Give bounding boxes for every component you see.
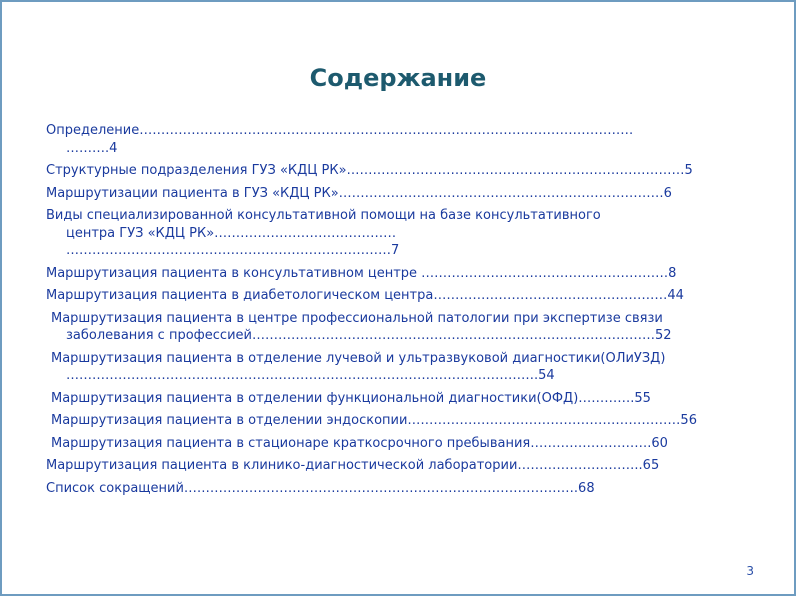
toc-entry-short-stay-hospital [46, 435, 766, 453]
toc-entry-text: Маршрутизация пациента в консультативном центре …………………………………………………8 [46, 265, 677, 281]
toc-entry-text: Маршрутизация пациента в отделение лучевой и ультразвуковой диагностики(ОЛиУЗД) [51, 350, 666, 366]
toc-entry-occupational-pathology [46, 310, 766, 345]
toc-entry-text: Маршрутизация пациента в диабетологическом центра………………………………………………44 [46, 288, 684, 303]
toc-entry-text: Маршрутизация пациента в стационаре краткосрочного пребывания……………………….60 [51, 435, 668, 451]
toc-entry-functional-diagnostics [46, 390, 766, 408]
toc-entry-text: Маршрутизация пациента в отделении функциональной диагностики(ОФД)………….55 [51, 390, 651, 406]
toc-entry-text: Виды специализированной консультативной помощи на базе консультативного [46, 208, 601, 223]
toc-entry-continuation: ……….4 [66, 140, 118, 156]
toc-entry-text: Структурные подразделения ГУЗ «КДЦ РК»……………………………………………………………………5 [46, 163, 693, 178]
toc-entry-text: Определение…………………………………………………………………………………………………… [46, 123, 634, 138]
slide-title: Содержание [309, 64, 487, 92]
toc-entry-radiology [46, 350, 766, 385]
toc-entry-diabetes-center [46, 287, 766, 305]
toc-entry-continuation: ……………………………………………………………………………………………….54 [66, 368, 555, 383]
toc-entry-continuation: …………………………………………………………………7 [66, 243, 400, 258]
table-of-contents [46, 122, 766, 502]
toc-entry-consultative-center [46, 265, 766, 283]
toc-entry-continuation: заболевания с профессией…………………………………………………………………………………52 [66, 328, 672, 343]
page-number: 3 [746, 564, 754, 578]
toc-entry-text: Маршрутизация пациента в клинико-диагностической лаборатории………………………..65 [46, 458, 660, 473]
toc-entry-abbreviations [46, 480, 766, 498]
toc-entry-text: Маршрутизация пациента в центре профессиональной патологии при экспертизе связи [51, 310, 663, 326]
toc-entry-consultation-types [46, 207, 766, 260]
toc-entry-endoscopy [46, 412, 766, 430]
toc-entry-patient-routing-kdc [46, 185, 766, 203]
toc-entry-clinical-lab [46, 457, 766, 475]
toc-entry-continuation: центра ГУЗ «КДЦ РК»…………………………………… [66, 225, 397, 241]
toc-entry-structural-units [46, 162, 766, 180]
toc-entry-text: Маршрутизации пациента в ГУЗ «КДЦ РК»…………………………………………………………………6 [46, 185, 672, 201]
toc-entry-text: Маршрутизация пациента в отделении эндоскопии………………………………………………………56 [51, 413, 697, 428]
toc-entry-definition [46, 122, 766, 157]
toc-entry-text: Список сокращений……………………………………………………………………………….68 [46, 480, 595, 496]
